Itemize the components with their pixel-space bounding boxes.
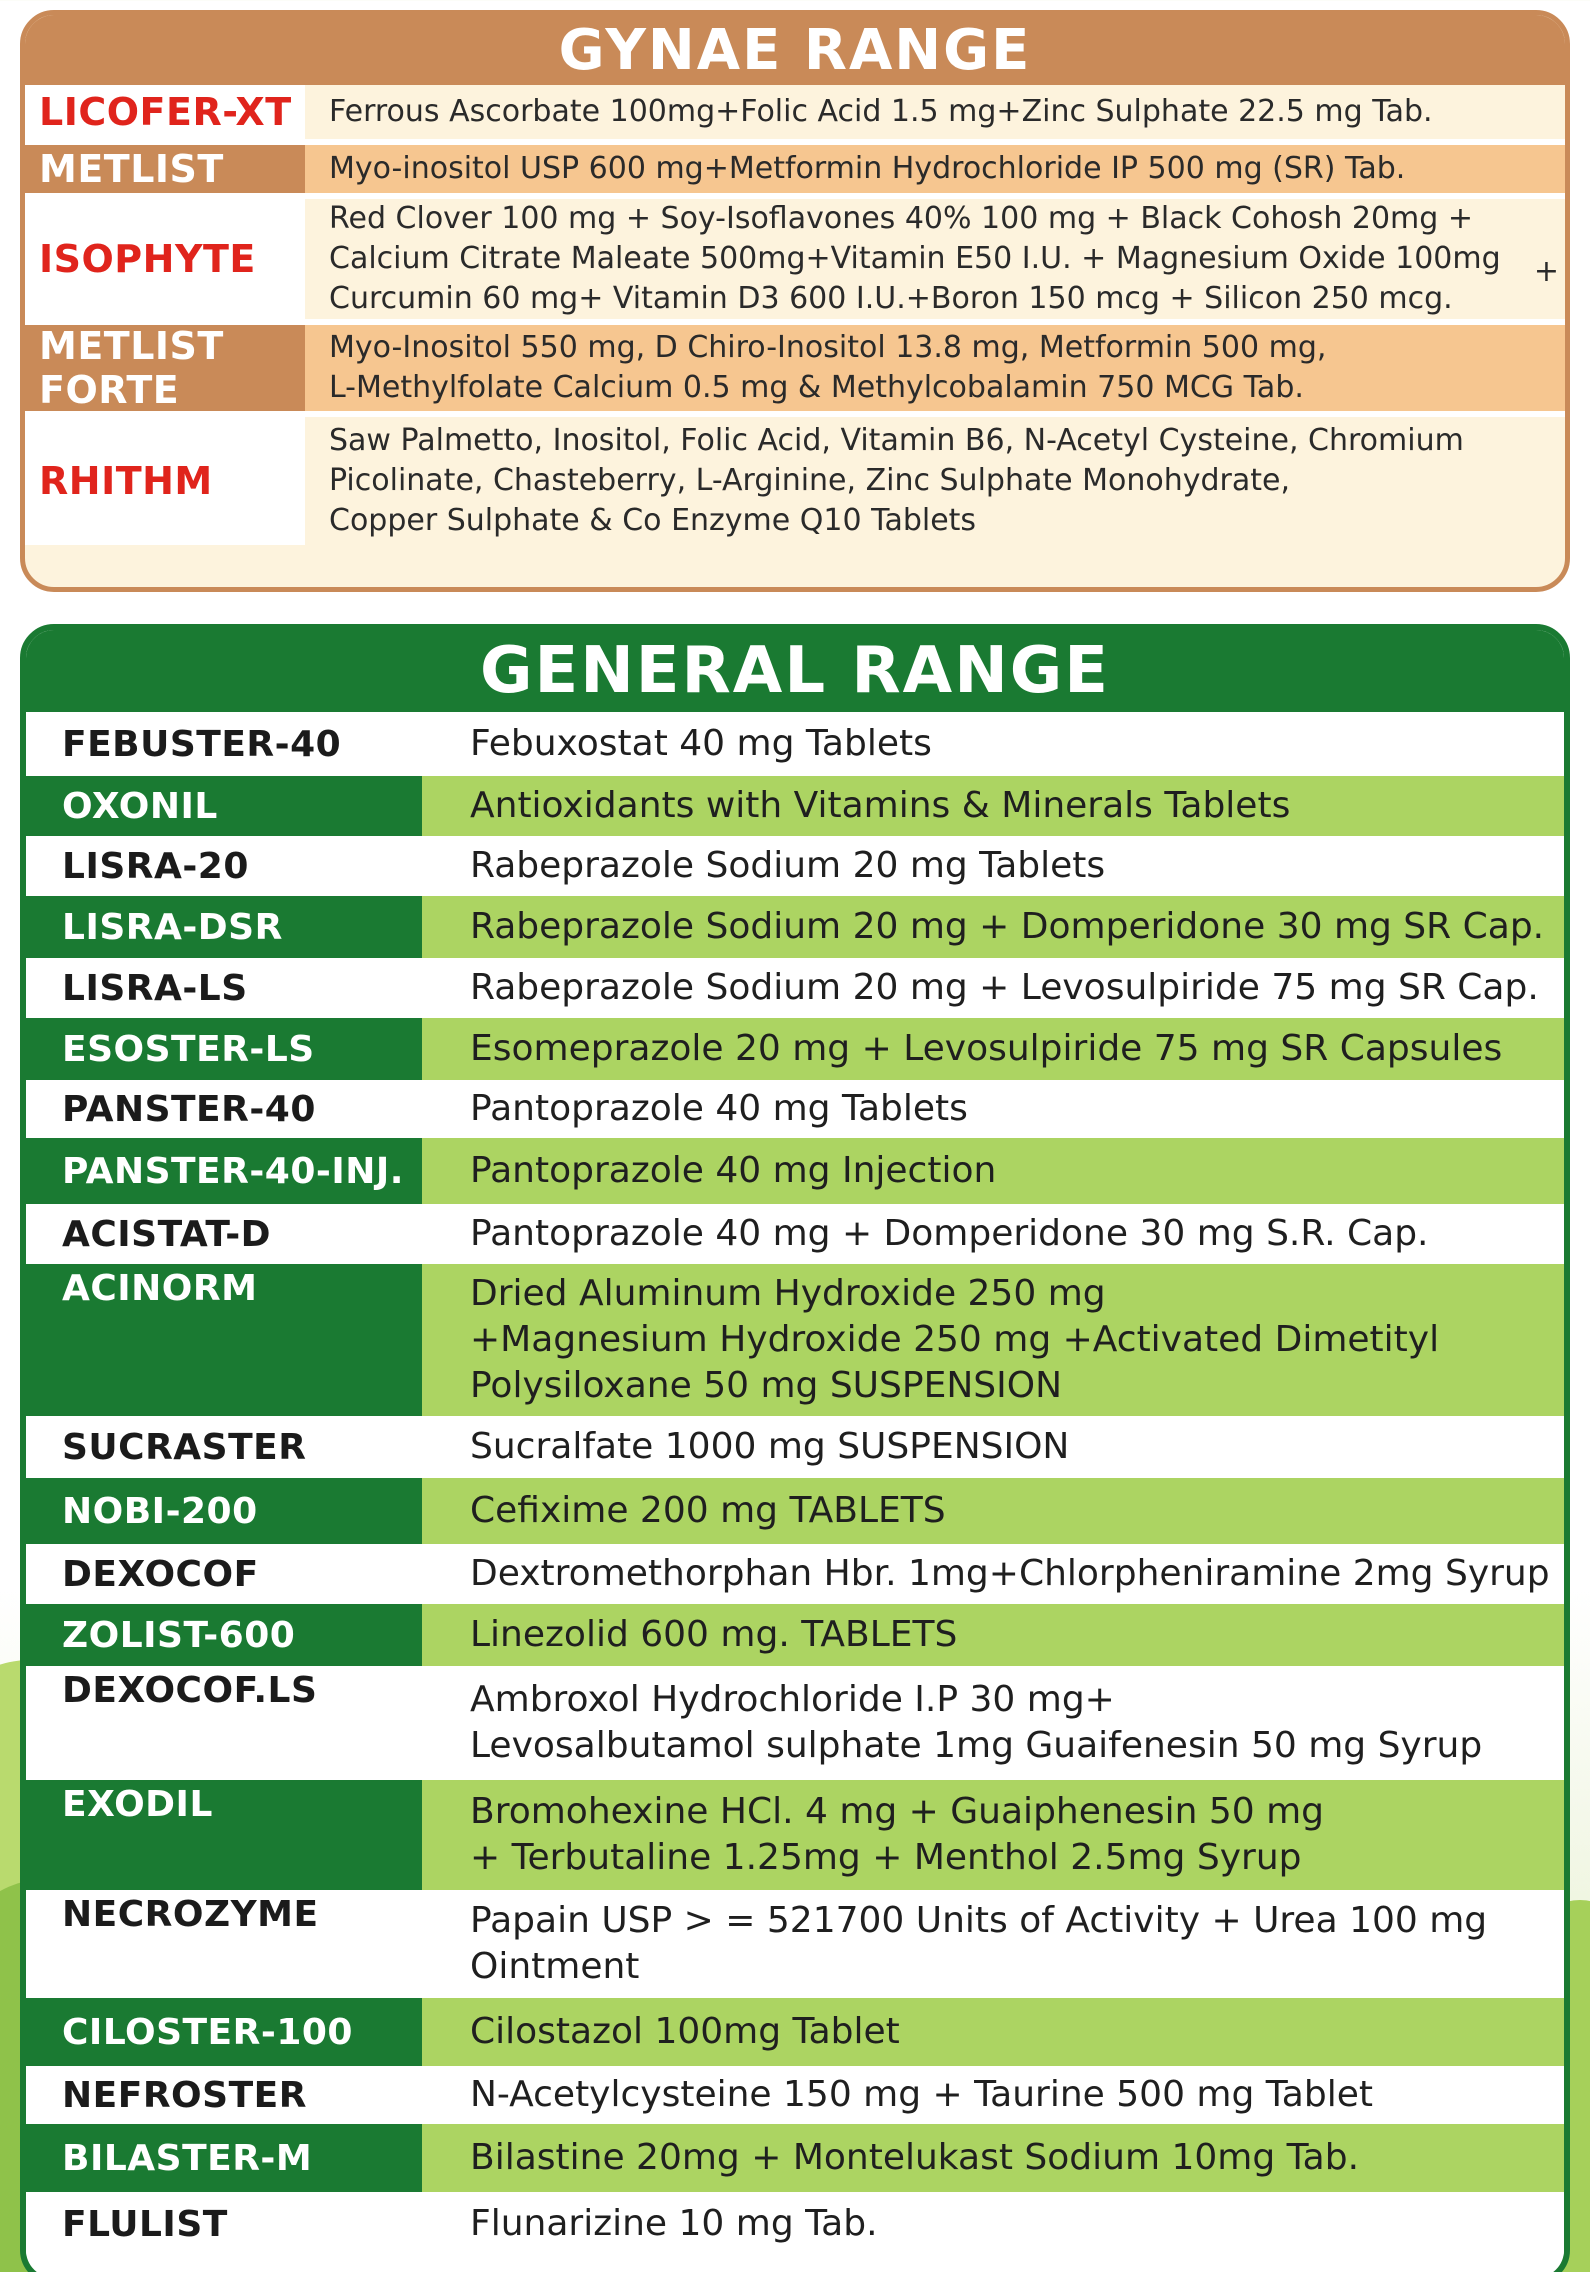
product-composition [305, 85, 1565, 139]
table-row [26, 1138, 1564, 1204]
table-row [25, 193, 1565, 319]
composition-line: L-Methylfolate Calcium 0.5 mg & Methylcobalamin 750 MCG Tab. [329, 370, 1304, 405]
product-name: LISRA-DSR [26, 896, 422, 958]
product-composition [422, 1544, 1564, 1604]
table-row [25, 139, 1565, 193]
product-name: NEFROSTER [26, 2066, 422, 2124]
composition-line: Rabeprazole Sodium 20 mg Tablets [470, 845, 1106, 886]
composition-line: +Magnesium Hydroxide 250 mg +Activated Dimetityl [470, 1319, 1440, 1360]
product-composition [422, 896, 1564, 958]
composition-line: N-Acetylcysteine 150 mg + Taurine 500 mg Tablet [470, 2074, 1373, 2115]
product-name: CILOSTER-100 [26, 1998, 422, 2066]
table-row [26, 1204, 1564, 1264]
table-row [26, 712, 1564, 776]
product-name: METLIST [25, 145, 305, 193]
product-composition [422, 1080, 1564, 1138]
table-row [26, 1478, 1564, 1544]
product-name: EXODIL [26, 1780, 422, 1890]
product-name: LISRA-20 [26, 836, 422, 896]
composition-line: Polysiloxane 50 mg SUSPENSION [470, 1365, 1062, 1406]
gynae-range-panel [20, 10, 1570, 592]
table-row [26, 1604, 1564, 1666]
composition-line: Myo-inositol USP 600 mg+Metformin Hydrochloride IP 500 mg (SR) Tab. [329, 151, 1406, 186]
composition-line: Cilostazol 100mg Tablet [470, 2011, 900, 2052]
table-row [26, 1080, 1564, 1138]
gynae-range-title: GYNAE RANGE [25, 15, 1565, 85]
product-name: RHITHM [25, 417, 305, 545]
table-row [26, 1416, 1564, 1478]
composition-line: Pantoprazole 40 mg Injection [470, 1150, 997, 1191]
product-name: LICOFER-XT [25, 85, 305, 139]
product-name: LISRA-LS [26, 958, 422, 1018]
table-row [25, 85, 1565, 139]
product-composition [422, 1138, 1564, 1204]
table-row [26, 1018, 1564, 1080]
product-composition [422, 712, 1564, 776]
table-row [26, 1544, 1564, 1604]
composition-line: Picolinate, Chasteberry, L-Arginine, Zinc Sulphate Monohydrate, [329, 463, 1290, 498]
composition-line: Esomeprazole 20 mg + Levosulpiride 75 mg SR Capsules [470, 1028, 1503, 1069]
product-composition [422, 2124, 1564, 2192]
composition-line: Saw Palmetto, Inositol, Folic Acid, Vitamin B6, N-Acetyl Cysteine, Chromium [329, 423, 1464, 458]
product-composition [422, 1416, 1564, 1478]
product-name: BILASTER-M [26, 2124, 422, 2192]
composition-line: Cefixime 200 mg TABLETS [470, 1490, 946, 1531]
continuation-plus: + [1533, 253, 1559, 289]
product-composition [305, 199, 1565, 319]
product-composition [422, 1998, 1564, 2066]
composition-line: Copper Sulphate & Co Enzyme Q10 Tablets [329, 503, 977, 538]
general-range-panel [20, 624, 1570, 2272]
product-name: NECROZYME [26, 1890, 422, 1998]
table-row [26, 2124, 1564, 2192]
general-range-table [26, 712, 1564, 2256]
composition-line: Sucralfate 1000 mg SUSPENSION [470, 1426, 1070, 1467]
product-name: ACINORM [26, 1264, 422, 1416]
product-composition [422, 1264, 1564, 1416]
product-name: ESOSTER-LS [26, 1018, 422, 1080]
composition-line: Curcumin 60 mg+ Vitamin D3 600 I.U.+Boron 150 mcg + Silicon 250 mcg. [329, 281, 1453, 316]
product-composition [422, 958, 1564, 1018]
product-composition [305, 325, 1565, 411]
table-row [26, 896, 1564, 958]
product-composition [422, 1604, 1564, 1666]
table-row [25, 411, 1565, 545]
product-name: PANSTER-40-INJ. [26, 1138, 422, 1204]
table-row [26, 1998, 1564, 2066]
product-name: DEXOCOF.LS [26, 1666, 422, 1780]
product-name: FEBUSTER-40 [26, 712, 422, 776]
product-composition [422, 2192, 1564, 2256]
composition-line: Febuxostat 40 mg Tablets [470, 723, 932, 764]
product-composition [422, 2066, 1564, 2124]
composition-line: Antioxidants with Vitamins & Minerals Tablets [470, 785, 1291, 826]
product-composition [422, 1780, 1564, 1890]
composition-line: Pantoprazole 40 mg Tablets [470, 1088, 968, 1129]
table-row [26, 2192, 1564, 2256]
product-name: ACISTAT-D [26, 1204, 422, 1264]
product-name: ISOPHYTE [25, 199, 305, 319]
general-range-title: GENERAL RANGE [26, 630, 1564, 712]
table-row [26, 776, 1564, 836]
composition-line: Ferrous Ascorbate 100mg+Folic Acid 1.5 mg+Zinc Sulphate 22.5 mg Tab. [329, 94, 1433, 129]
table-row [26, 958, 1564, 1018]
table-row [26, 1890, 1564, 1998]
composition-line: Calcium Citrate Maleate 500mg+Vitamin E50 I.U. + Magnesium Oxide 100mg [329, 241, 1501, 276]
product-composition [422, 1666, 1564, 1780]
product-composition [422, 776, 1564, 836]
composition-line: Ambroxol Hydrochloride I.P 30 mg+ [470, 1679, 1115, 1720]
composition-line: + Terbutaline 1.25mg + Menthol 2.5mg Syrup [470, 1837, 1302, 1878]
product-name: NOBI-200 [26, 1478, 422, 1544]
table-row [26, 1666, 1564, 1780]
product-name: FLULIST [26, 2192, 422, 2256]
composition-line: Myo-Inositol 550 mg, D Chiro-Inositol 13.8 mg, Metformin 500 mg, [329, 330, 1327, 365]
product-name: DEXOCOF [26, 1544, 422, 1604]
product-composition [422, 1890, 1564, 1998]
product-name: ZOLIST-600 [26, 1604, 422, 1666]
composition-line: Ointment [470, 1946, 640, 1987]
composition-line: Linezolid 600 mg. TABLETS [470, 1614, 958, 1655]
product-composition [422, 836, 1564, 896]
product-name: METLIST FORTE [25, 325, 305, 411]
composition-line: Rabeprazole Sodium 20 mg + Domperidone 30 mg SR Cap. [470, 906, 1545, 947]
composition-line: Red Clover 100 mg + Soy-Isoflavones 40% 100 mg + Black Cohosh 20mg + [329, 201, 1473, 236]
composition-line: Flunarizine 10 mg Tab. [470, 2203, 878, 2244]
composition-line: Levosalbutamol sulphate 1mg Guaifenesin 50 mg Syrup [470, 1725, 1483, 1766]
product-composition [305, 145, 1565, 193]
gynae-range-table [25, 85, 1565, 545]
product-name: OXONIL [26, 776, 422, 836]
table-row [25, 319, 1565, 411]
composition-line: Pantoprazole 40 mg + Domperidone 30 mg S.R. Cap. [470, 1213, 1429, 1254]
composition-line: Bromohexine HCl. 4 mg + Guaiphenesin 50 mg [470, 1791, 1325, 1832]
product-composition [422, 1478, 1564, 1544]
product-name: SUCRASTER [26, 1416, 422, 1478]
composition-line: Dried Aluminum Hydroxide 250 mg [470, 1273, 1106, 1314]
product-name: PANSTER-40 [26, 1080, 422, 1138]
product-composition [422, 1018, 1564, 1080]
product-composition [422, 1204, 1564, 1264]
composition-line: Rabeprazole Sodium 20 mg + Levosulpiride 75 mg SR Cap. [470, 967, 1539, 1008]
table-row [26, 1780, 1564, 1890]
composition-line: Dextromethorphan Hbr. 1mg+Chlorpheniramine 2mg Syrup [470, 1553, 1550, 1594]
composition-line: Bilastine 20mg + Montelukast Sodium 10mg Tab. [470, 2137, 1360, 2178]
table-row [26, 2066, 1564, 2124]
table-row [26, 836, 1564, 896]
product-composition [305, 417, 1565, 545]
table-row [26, 1264, 1564, 1416]
composition-line: Papain USP > = 521700 Units of Activity + Urea 100 mg [470, 1900, 1488, 1941]
